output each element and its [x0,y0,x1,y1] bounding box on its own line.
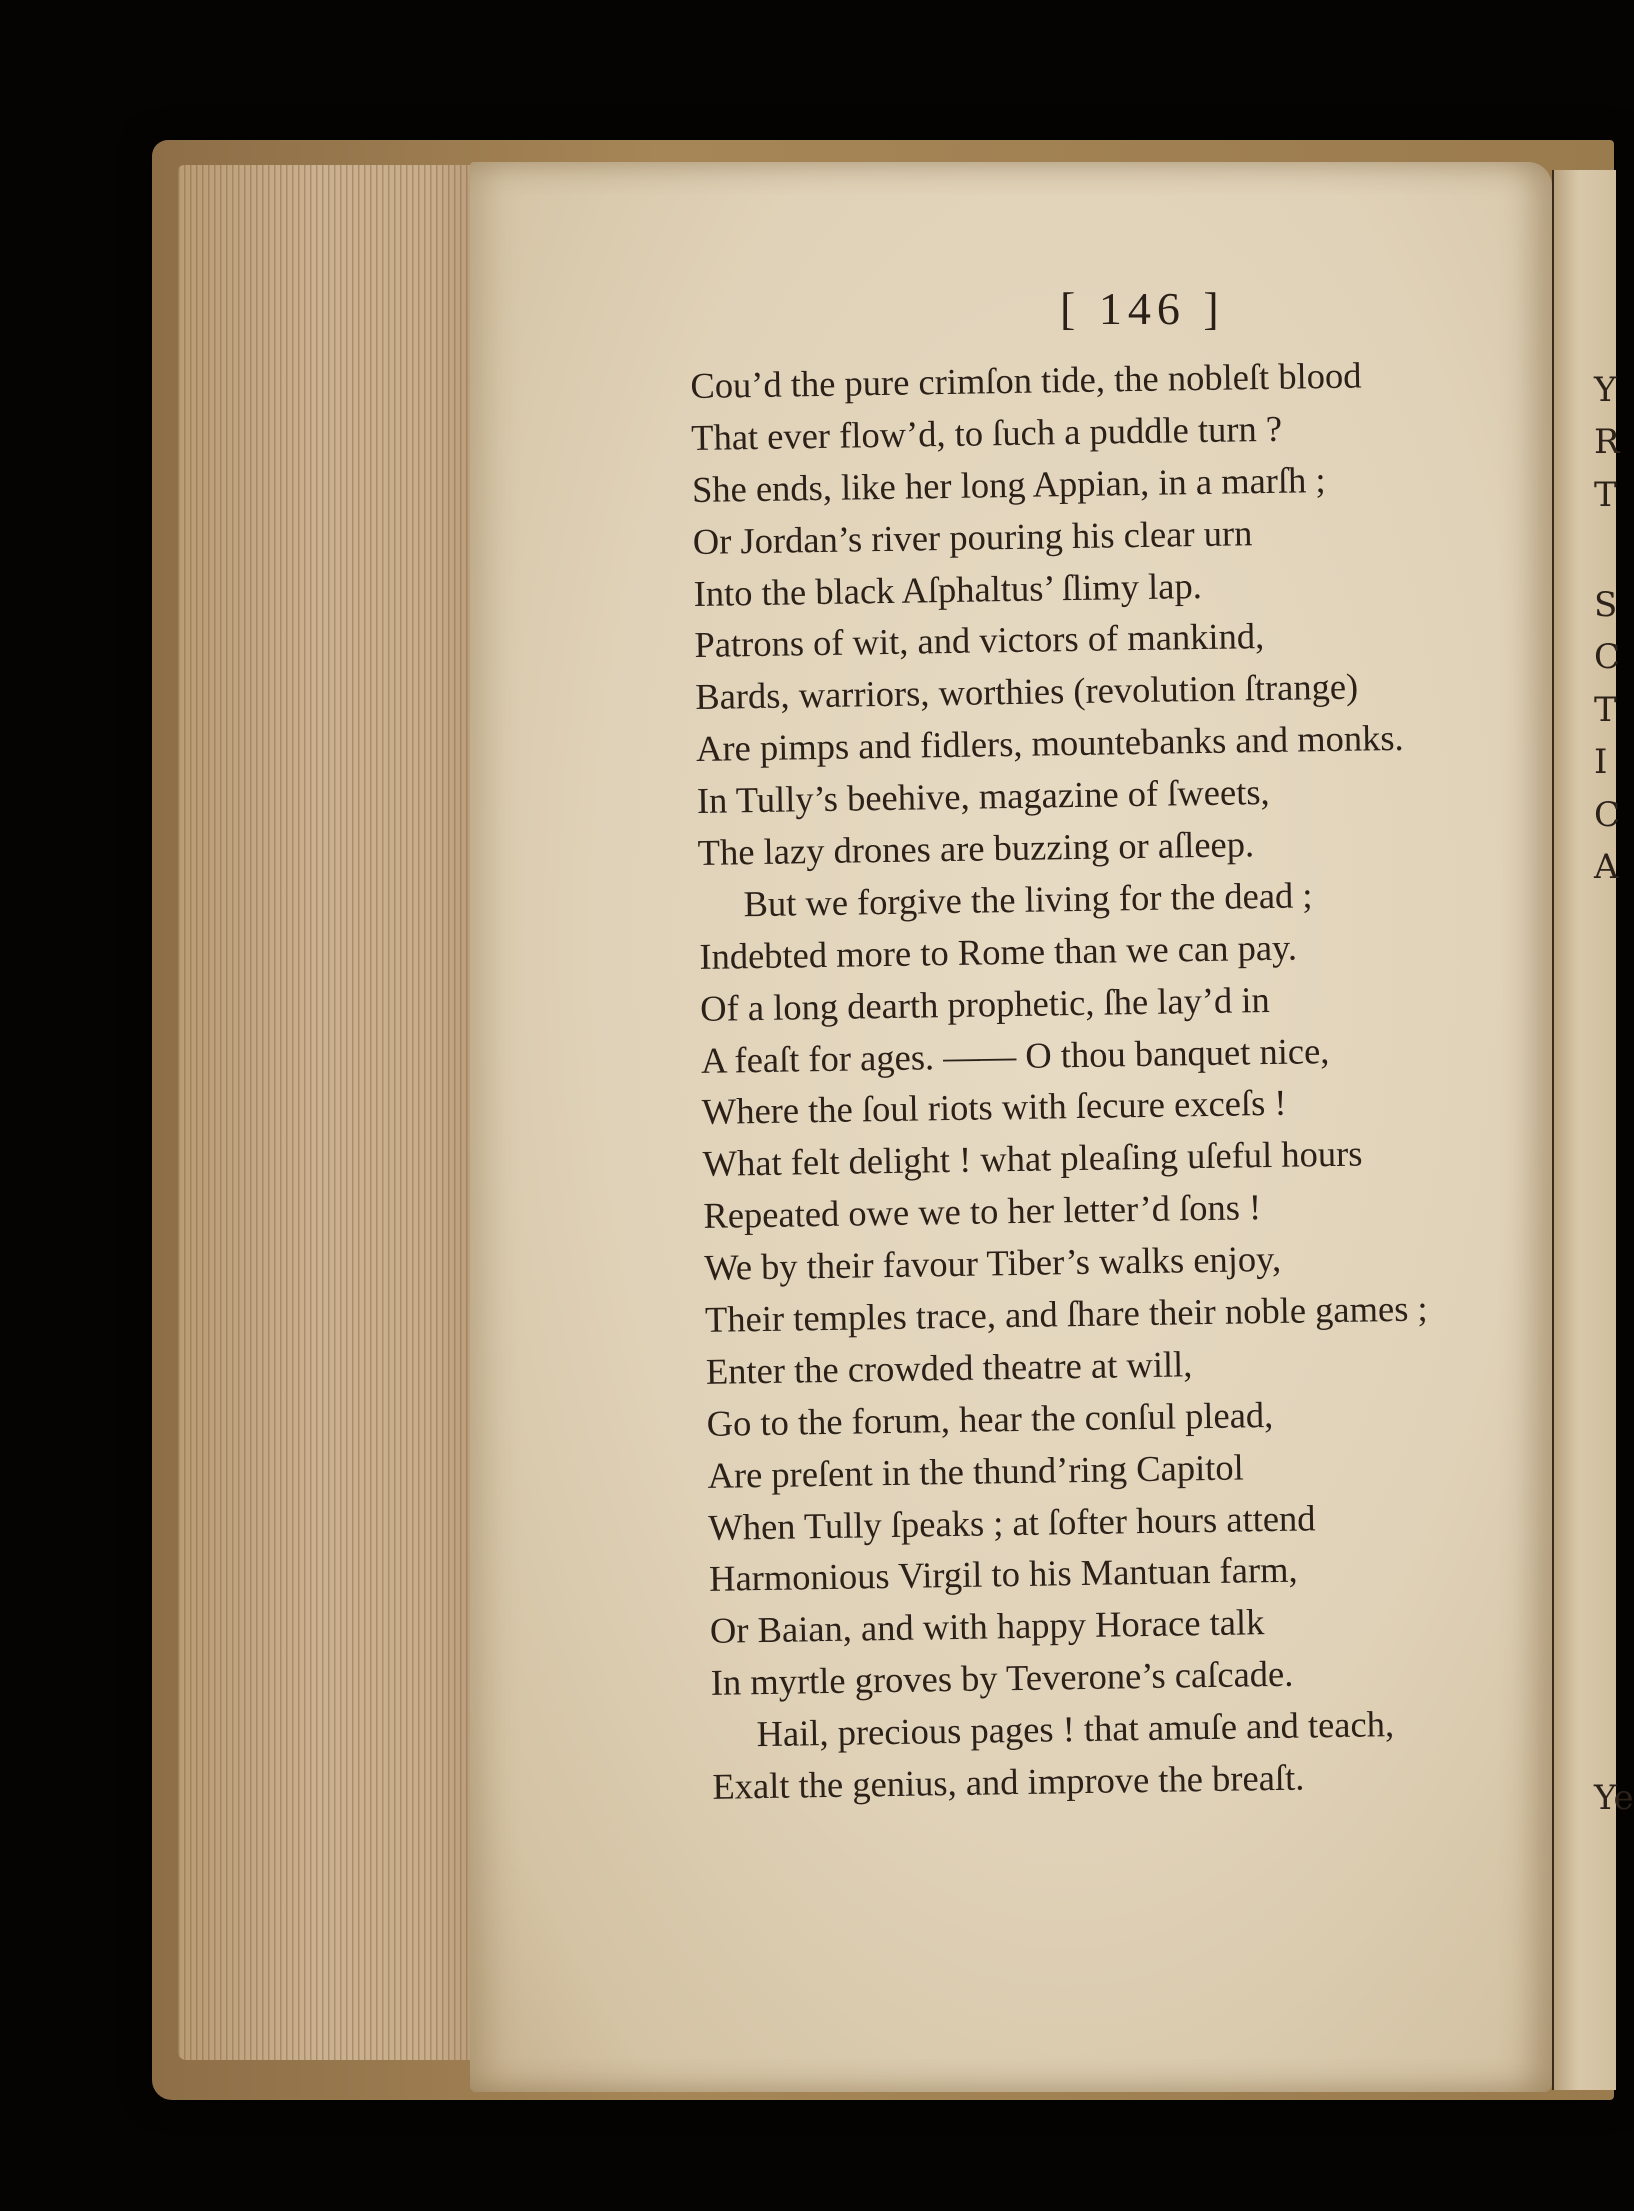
poem-line: Go to the forum, hear the conſul plead, [706,1393,1274,1444]
facing-page-fragment: C [1594,637,1621,677]
poem-line: Repeated owe we to her letter’d ſons ! [703,1186,1262,1237]
poem-line: Or Jordan’s river pouring his clear urn [692,511,1253,562]
facing-page-fragment: A [1594,847,1619,887]
poem-line: Harmonious Virgil to his Mantuan farm, [708,1549,1298,1600]
poem-line: When Tully ſpeaks ; at ſofter hours attend [708,1496,1316,1548]
poem-line: In myrtle groves by Teverone’s caſcade. [710,1652,1294,1704]
poem-line: What felt delight ! what pleaſing uſeful hours [702,1132,1363,1185]
poem-line: Where the ſoul riots with ſecure exceſs ! [701,1082,1287,1133]
facing-page-fragment: T [1594,690,1617,730]
poem-line: Their temples trace, and ſhare their noble games ; [704,1287,1428,1340]
facing-page-fragment: C [1594,795,1621,835]
poem-line: Are pimps and fidlers, mountebanks and monks. [695,717,1404,770]
facing-page-edge [1552,170,1634,2090]
facing-page-fragment: S [1594,585,1618,625]
poem-line: Indebted more to Rome than we can pay. [699,926,1298,977]
poem-line: The lazy drones are buzzing or aſleep. [697,823,1255,873]
facing-page-fragment: I [1594,742,1608,782]
poem-line: But we forgive the living for the dead ; [743,874,1313,925]
poem-text [690,347,1533,1813]
poem-line: Enter the crowded theatre at will, [705,1343,1193,1392]
poem-line: Patrons of wit, and victors of mankind, [694,615,1265,666]
poem-line: Exalt the genius, and improve the breaſt. [712,1756,1305,1807]
poem-line: Hail, precious pages ! that amuſe and teach, [756,1703,1395,1755]
poem-line: Of a long dearth prophetic, ſhe lay’d in [699,978,1271,1029]
facing-page-fragment: Y [1594,370,1617,410]
poem-line: Are preſent in the thund’ring Capitol [707,1446,1244,1496]
poem-line: Into the black Aſphaltus’ ſlimy lap. [693,564,1203,614]
poem-line: She ends, like her long Appian, in a marſh ; [691,458,1326,510]
poem-line: Bards, warriors, worthies (revolution ſtrange) [694,665,1359,718]
page-edges [178,165,493,2060]
poem-line: Cou’d the pure crimſon tide, the nobleſt blood [690,354,1362,406]
poem-line: We by their favour Tiber’s walks enjoy, [703,1237,1282,1289]
poem-line: Or Baian, and with happy Horace talk [709,1601,1265,1652]
poem-line: In Tully’s beehive, magazine of ſweets, [696,771,1270,822]
poem-line: A feaſt for ages. —— O thou banquet nice, [700,1029,1330,1081]
facing-page-fragment: R [1594,422,1620,462]
facing-page-fragment: Ye [1594,1778,1634,1818]
page-number: [ 146 ] [1060,283,1225,334]
facing-page-fragment: T [1594,475,1617,515]
poem-line: That ever flow’d, to ſuch a puddle turn ? [690,407,1283,458]
